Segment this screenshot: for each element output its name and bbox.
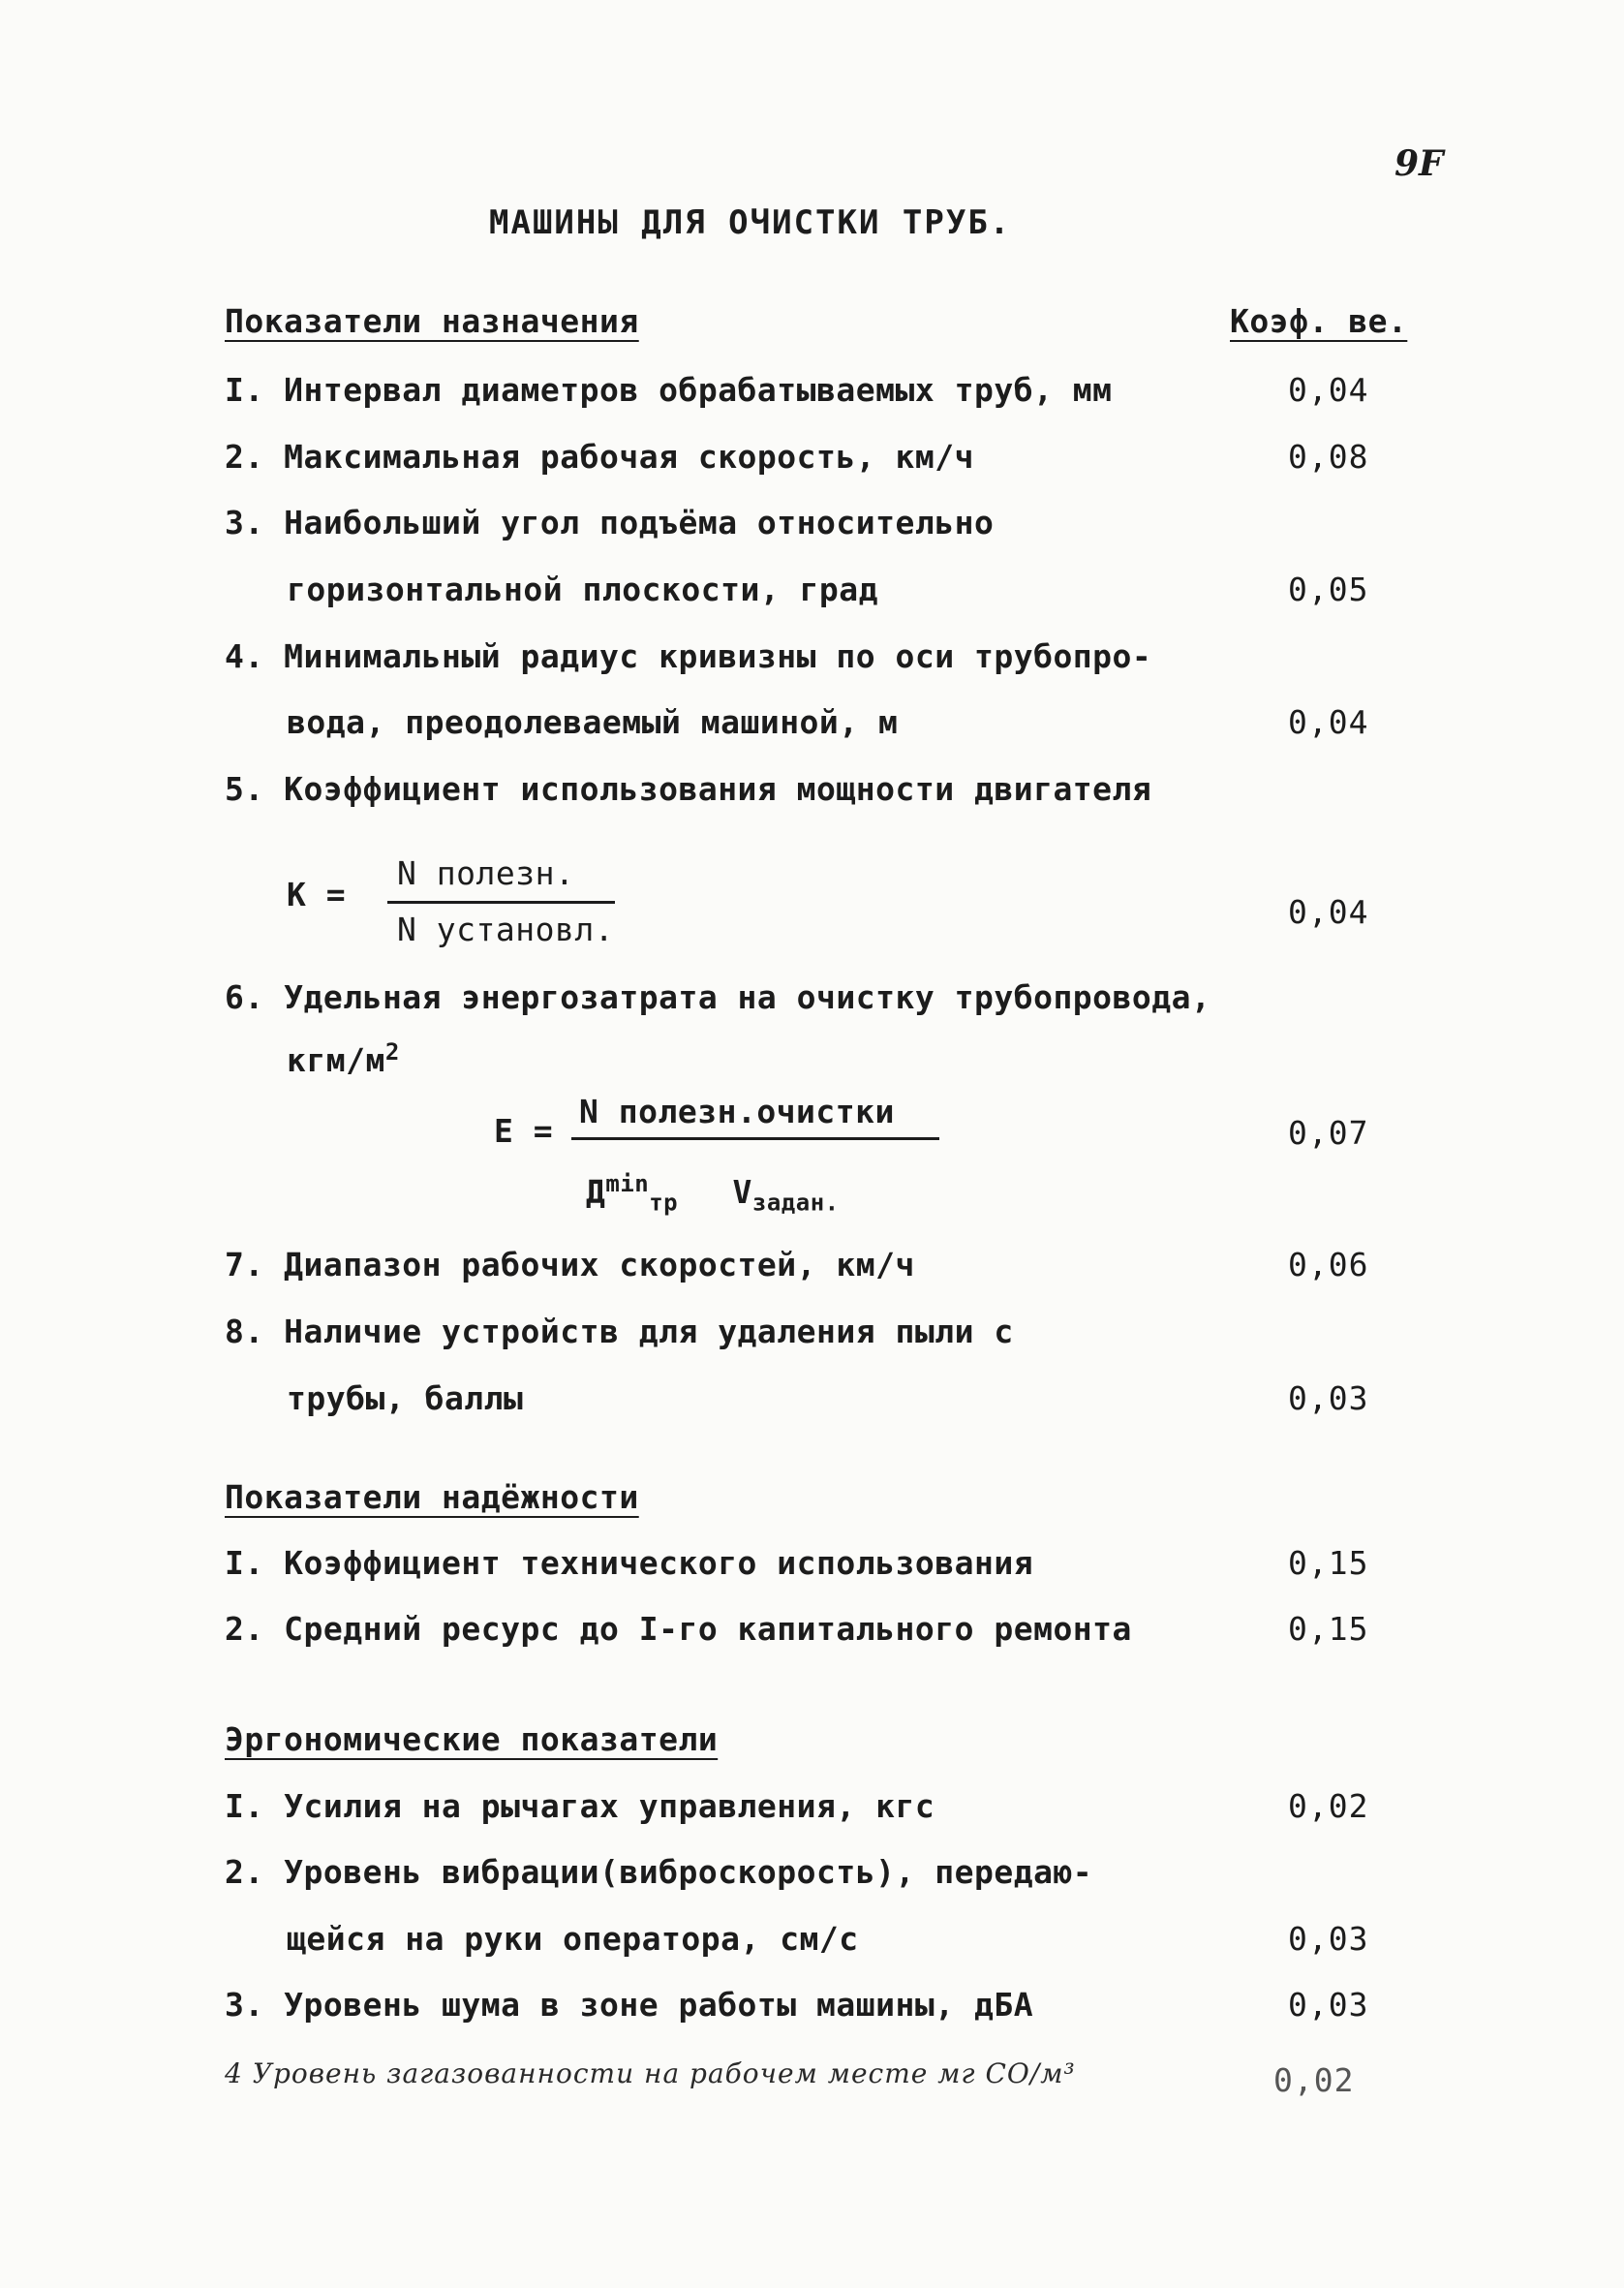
ergonomic-item-4-coef: 0,02 [1273,2061,1355,2099]
purpose-item-3-line-2: горизонтальной плоскости, град [287,571,879,608]
purpose-item-8-line-1: 8. Наличие устройств для удаления пыли с [225,1313,1014,1350]
formula-e-fraction-bar [571,1137,939,1140]
purpose-item-8-coef: 0,03 [1288,1379,1369,1417]
page-number: 9F [1394,143,1444,184]
formula-e-den-d-sup: min [605,1170,650,1197]
ergonomic-item-3-coef: 0,03 [1288,1986,1369,2024]
ergonomic-item-1: I. Усилия на рычагах управления, кгс [225,1787,935,1825]
formula-e-den-v-sub: задан. [751,1189,840,1217]
purpose-item-6-coef: 0,07 [1288,1114,1369,1152]
purpose-item-6-line-2 [287,1038,400,1079]
purpose-item-1-coef: 0,04 [1288,371,1369,409]
formula-k-numerator [397,854,574,892]
ergonomic-item-2-line-1: 2. Уровень вибрации(виброскорость), передаю- [225,1853,1093,1891]
reliability-item-1-coef: 0,15 [1288,1544,1369,1582]
section-heading-ergonomic: Эргономические показатели [225,1720,719,1758]
formula-k-denominator [397,911,614,948]
formula-k-num-symbol: N [397,854,417,892]
purpose-item-4-line-1: 4. Минимальный радиус кривизны по оси трубопро- [225,637,1152,675]
purpose-item-1: I. Интервал диаметров обрабатываемых труб, мм [225,371,1113,409]
formula-e-den-v: V [732,1173,752,1211]
formula-k-den-text: установл. [436,911,615,948]
formula-e-num-symbol: N [579,1093,599,1130]
purpose-item-4-line-2: вода, преодолеваемый машиной, м [287,703,899,741]
formula-k-den-symbol: N [397,911,417,948]
section-heading-purpose: Показатели назначения [225,302,639,340]
purpose-item-3-coef: 0,05 [1288,571,1369,608]
coefficient-column-header: Коэф. ве. [1230,302,1408,340]
ergonomic-item-2-coef: 0,03 [1288,1920,1369,1958]
reliability-item-2: 2. Средний ресурс до I-го капитального ремонта [225,1610,1132,1648]
purpose-item-7-coef: 0,06 [1288,1246,1369,1283]
formula-k-fraction-bar [387,901,615,904]
section-heading-reliability: Показатели надёжности [225,1478,639,1516]
formula-k-num-text: полезн. [436,854,575,892]
purpose-item-5-coef: 0,04 [1288,893,1369,931]
purpose-item-6-line-1: 6. Удельная энергозатрата на очистку трубопровода, [225,978,1211,1016]
formula-e-den-d: Д [586,1173,606,1211]
purpose-item-2-coef: 0,08 [1288,438,1369,476]
purpose-item-3-line-1: 3. Наибольший угол подъёма относительно [225,504,995,541]
purpose-item-8-line-2: трубы, баллы [287,1379,524,1417]
purpose-item-6-unit: кгм/м [287,1041,385,1079]
purpose-item-7: 7. Диапазон рабочих скоростей, км/ч [225,1246,915,1283]
formula-e-denominator [586,1170,840,1217]
ergonomic-item-4-handwritten: 4 Уровень загазованности на рабочем месте мг СО/м³ [225,2057,1076,2089]
purpose-item-6-unit-sup: 2 [384,1038,400,1066]
reliability-item-1: I. Коэффициент технического использования [225,1544,1034,1582]
formula-e-numerator [579,1093,895,1130]
formula-e-num-text: полезн.очистки [618,1093,895,1130]
ergonomic-item-3: 3. Уровень шума в зоне работы машины, дБА [225,1986,1034,2024]
page-title: МАШИНЫ ДЛЯ ОЧИСТКИ ТРУБ. [489,203,1012,242]
purpose-item-2: 2. Максимальная рабочая скорость, км/ч [225,438,974,476]
reliability-item-2-coef: 0,15 [1288,1610,1369,1648]
ergonomic-item-1-coef: 0,02 [1288,1787,1369,1825]
purpose-item-5: 5. Коэффициент использования мощности двигателя [225,770,1152,808]
ergonomic-item-2-line-2: щейся на руки оператора, см/с [287,1920,859,1958]
formula-k-lhs: K = [287,876,347,913]
purpose-item-4-coef: 0,04 [1288,703,1369,741]
formula-e-den-d-sub: тр [649,1189,679,1217]
formula-e-lhs: E = [494,1112,554,1150]
